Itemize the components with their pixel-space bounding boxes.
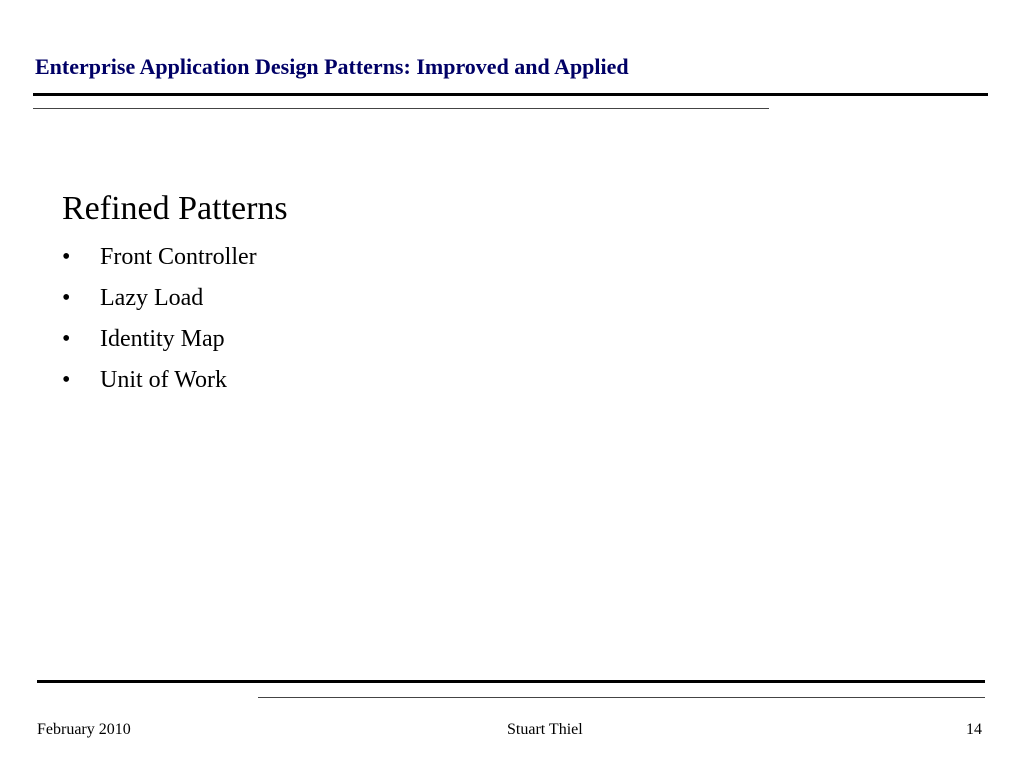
footer-rule-thin (258, 697, 985, 698)
bullet-icon: • (62, 244, 71, 270)
bullet-text: Identity Map (100, 326, 225, 352)
bullet-text: Lazy Load (100, 285, 204, 311)
header-rule-thick (33, 93, 988, 96)
bullet-icon: • (62, 326, 71, 352)
bullet-icon: • (62, 285, 71, 311)
slide-title: Enterprise Application Design Patterns: Improved and Applied (35, 54, 629, 79)
footer-author: Stuart Thiel (507, 721, 583, 738)
footer-date: February 2010 (37, 721, 131, 738)
footer-page-number: 14 (966, 721, 982, 738)
bullet-icon: • (62, 367, 71, 393)
header-rule-thin (33, 108, 769, 109)
footer-rule-thick (37, 680, 985, 683)
bullet-text: Unit of Work (100, 367, 227, 393)
section-heading: Refined Patterns (62, 190, 288, 227)
bullet-text: Front Controller (100, 244, 257, 270)
